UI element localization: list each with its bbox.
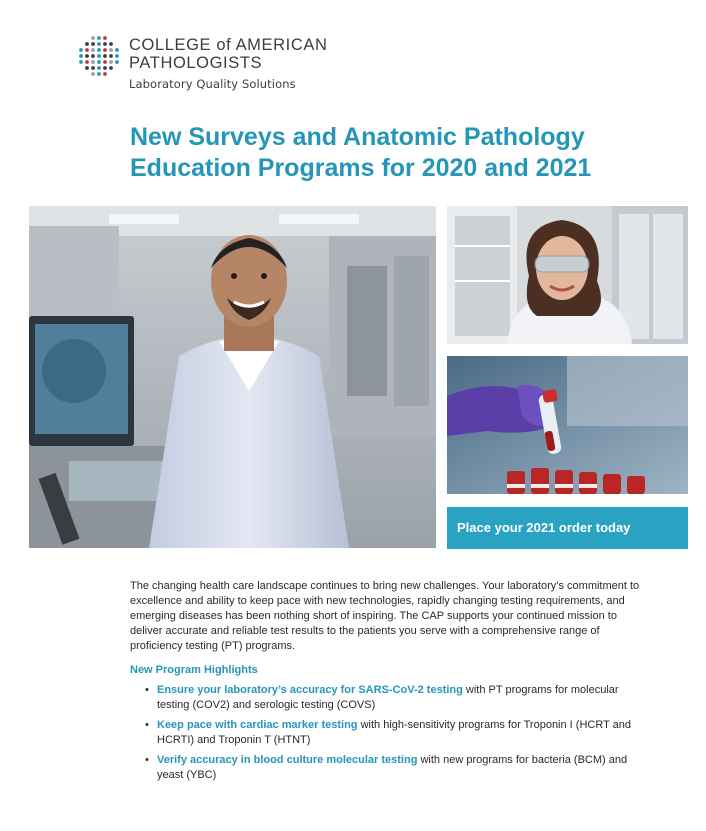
logo-dot bbox=[85, 48, 89, 52]
logo-dot bbox=[109, 42, 113, 46]
logo-dot bbox=[91, 42, 95, 46]
logo-dot bbox=[115, 54, 119, 58]
logo-dot bbox=[85, 60, 89, 64]
logo-dot bbox=[97, 42, 101, 46]
logo-dot bbox=[97, 48, 101, 52]
logo-dot bbox=[97, 54, 101, 58]
logo-dot bbox=[115, 60, 119, 64]
logo-dot bbox=[91, 66, 95, 70]
logo-dot bbox=[91, 48, 95, 52]
bullet-icon: • bbox=[145, 719, 149, 731]
lab-technician-photo bbox=[29, 206, 436, 548]
logo-dot bbox=[109, 48, 113, 52]
logo-dot bbox=[97, 66, 101, 70]
logo-dot bbox=[103, 60, 107, 64]
logo-dot bbox=[85, 42, 89, 46]
logo-dot bbox=[79, 48, 83, 52]
logo-dot bbox=[91, 54, 95, 58]
highlight-text: with high-sensitivity programs for Troponin I (HCRT and HCRTI) and Troponin T (HTNT) bbox=[157, 719, 632, 746]
logo-dot bbox=[109, 66, 113, 70]
logo-dot bbox=[85, 54, 89, 58]
list-item bbox=[145, 753, 645, 783]
logo-line-1: COLLEGE of AMERICAN bbox=[129, 36, 328, 54]
logo-dot bbox=[109, 60, 113, 64]
dot-grid-logo-icon bbox=[76, 33, 122, 79]
logo-dot bbox=[85, 66, 89, 70]
order-cta-button[interactable]: Place your 2021 order today bbox=[447, 507, 688, 549]
scientist-photo bbox=[447, 206, 688, 344]
highlight-text: with new programs for bacteria (BCM) and yeast (YBC) bbox=[157, 754, 628, 781]
logo-dot bbox=[103, 66, 107, 70]
blood-sample-photo bbox=[447, 356, 688, 494]
highlight-lead: Verify accuracy in blood culture molecular testing bbox=[157, 754, 418, 766]
bullet-icon: • bbox=[145, 684, 149, 696]
intro-paragraph: The changing health care landscape continues to bring new challenges. Your laboratory’s commitment to excellence and ability to keep pace with new technologies, rapidly changing testing requirements, and emerging diseases has been nothing short of inspiring. The CAP supports your continued mission to deliver accurate and reliable test results to the patients you serve with a comprehensive range of proficiency testing (PT) programs. bbox=[130, 580, 640, 652]
highlight-lead: Keep pace with cardiac marker testing bbox=[157, 719, 358, 731]
cap-logo bbox=[76, 33, 326, 93]
logo-dot bbox=[97, 72, 101, 76]
logo-dot bbox=[103, 48, 107, 52]
logo-dot bbox=[91, 72, 95, 76]
logo-dot bbox=[109, 54, 113, 58]
logo-dot bbox=[103, 36, 107, 40]
logo-dot bbox=[91, 60, 95, 64]
logo-dot bbox=[103, 42, 107, 46]
highlights-list bbox=[145, 683, 645, 788]
logo-dot bbox=[91, 36, 95, 40]
logo-line-2: PATHOLOGISTS bbox=[129, 54, 263, 72]
list-item bbox=[145, 683, 645, 713]
list-item bbox=[145, 718, 645, 748]
logo-dot bbox=[103, 54, 107, 58]
highlight-lead: Ensure your laboratory’s accuracy for SARS-CoV-2 testing bbox=[157, 684, 463, 696]
logo-dot bbox=[115, 48, 119, 52]
highlights-heading: New Program Highlights bbox=[130, 664, 258, 676]
page-title: New Surveys and Anatomic Pathology Education Programs for 2020 and 2021 bbox=[130, 123, 592, 182]
logo-tagline: Laboratory Quality Solutions bbox=[129, 77, 296, 91]
logo-dot bbox=[97, 60, 101, 64]
logo-dot bbox=[79, 54, 83, 58]
logo-dot bbox=[103, 72, 107, 76]
logo-dot bbox=[97, 36, 101, 40]
logo-dot bbox=[79, 60, 83, 64]
bullet-icon: • bbox=[145, 754, 149, 766]
highlight-text: with PT programs for molecular testing (COV2) and serologic testing (COVS) bbox=[157, 684, 619, 711]
